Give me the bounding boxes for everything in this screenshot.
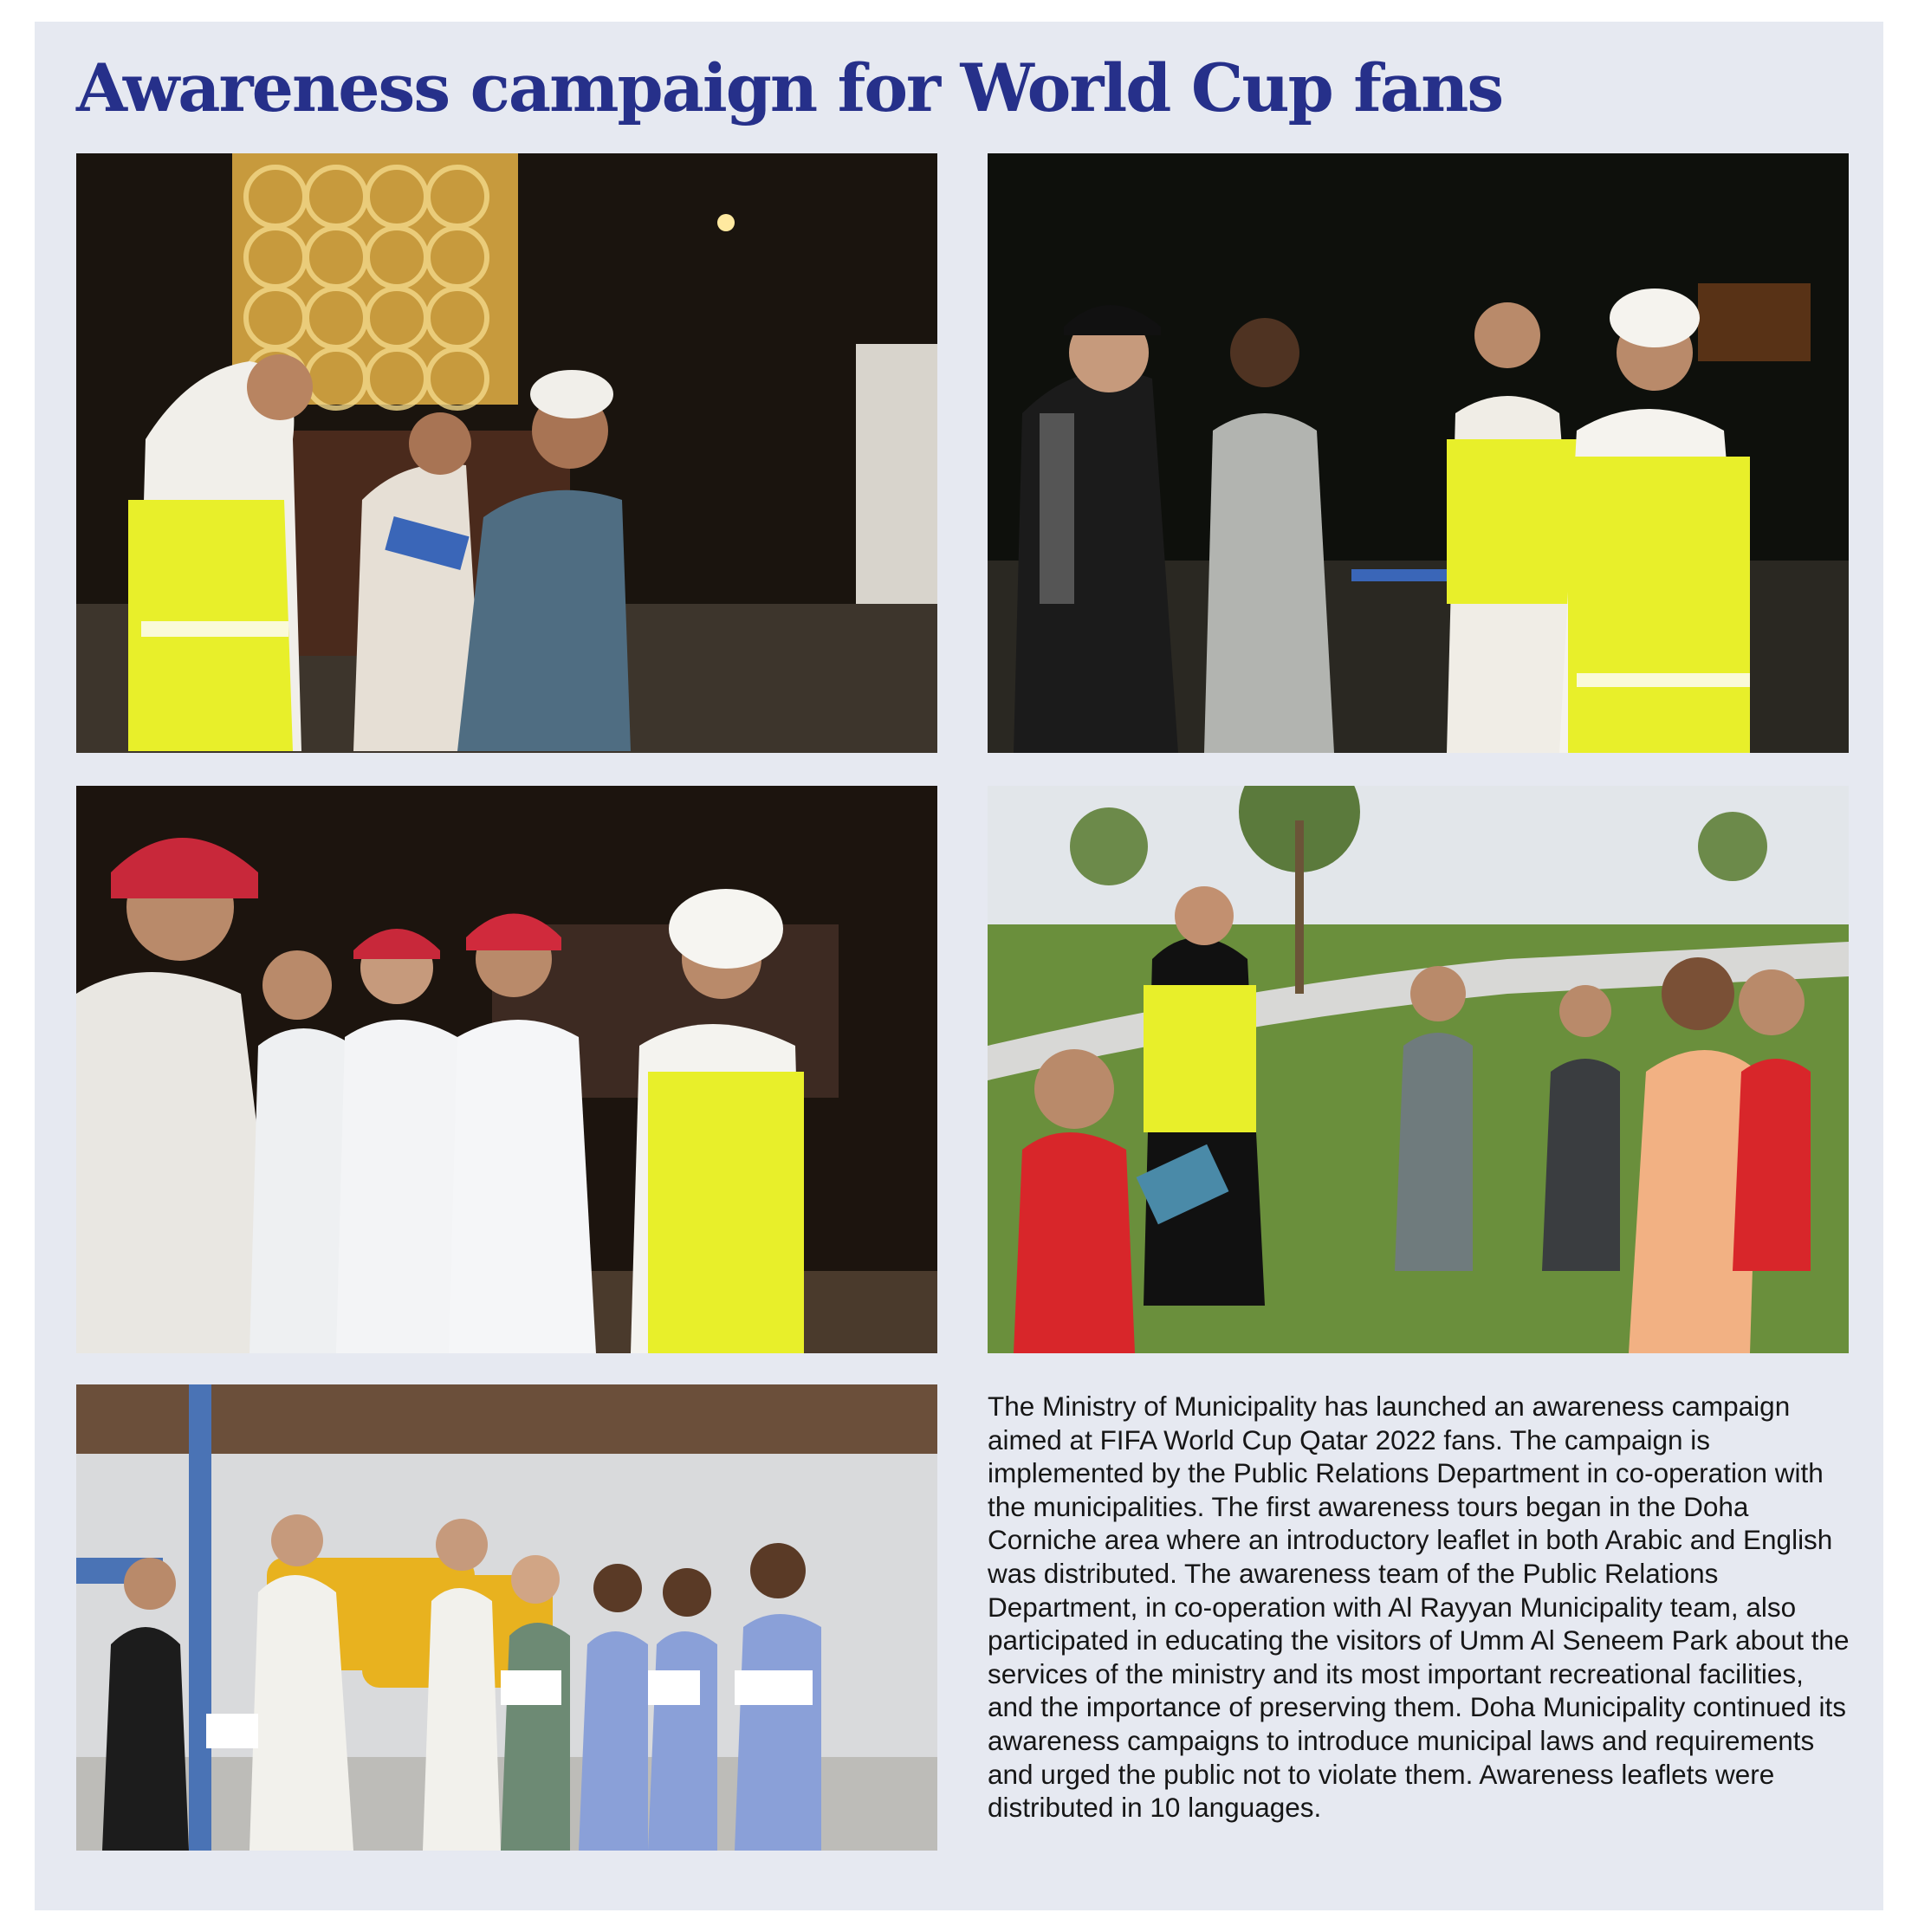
photo-officials-greeting-fans-night-street <box>988 153 1849 753</box>
photo-volunteer-with-children-in-park <box>988 786 1849 1353</box>
photo-officials-handing-leaflets-night-plaza <box>76 153 937 753</box>
photo-officials-with-workers-in-garage <box>76 1384 937 1851</box>
headline: Awareness campaign for World Cup fans <box>76 49 1503 126</box>
article-body: The Ministry of Municipality has launched an awareness campaign aimed at FIFA World Cup Qatar 2022 fans. The campaign is implemented by the Public Relations Department in co-operation with the municipalities. The first awareness tours began in the Doha Corniche area where an introductory leaflet in both Arabic and English was distributed. The awareness team of the Public Relations Department, in co-operation with Al Rayyan Municipality team, also participated in educating the visitors of Umm Al Seneem Park about the services of the ministry and its most important recreational facilities, and the importance of preserving them. Doha Municipality continued its awareness campaigns to introduce municipal laws and requirements and urged the public not to violate them. Awareness leaflets were distributed in 10 languages. <box>988 1391 1850 1824</box>
photo-official-with-group-in-ghutra <box>76 786 937 1353</box>
